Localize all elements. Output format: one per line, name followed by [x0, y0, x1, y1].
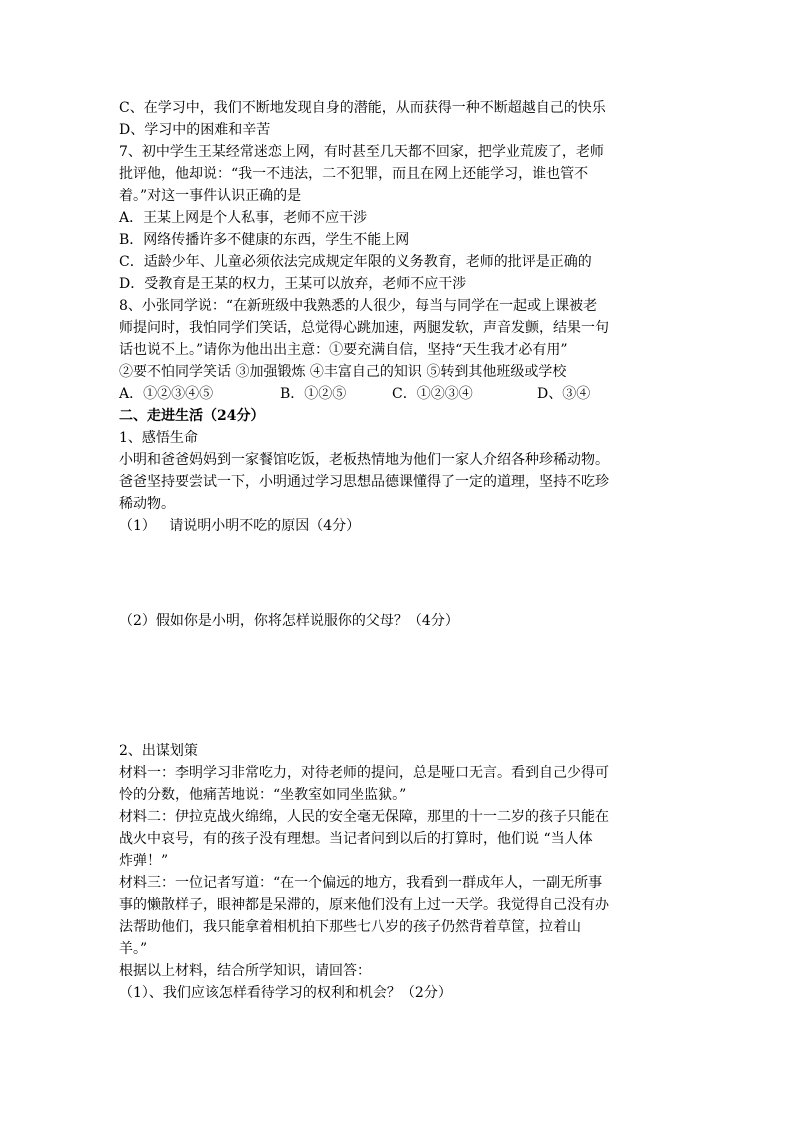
material-3-line-1: 材料三：一位记者写道：“在一个偏远的地方，我看到一群成年人，一副无所事: [119, 875, 603, 891]
part-1-text-line-3: 稀动物。: [119, 496, 175, 512]
q8-options-row: [119, 383, 679, 405]
material-2-line-2: 战火中哀号，有的孩子没有理想。当记者问到以后的打算时，他们说 “当人体: [119, 831, 593, 847]
material-1-line-2: 怜的分数，他痛苦地说：“坐教室如同坐监狱。”: [119, 787, 407, 803]
q8-option-c: C．①②③④: [392, 386, 473, 402]
q8-option-b: B．①②⑤: [280, 386, 347, 402]
q8-stem-line-1: 8、小张同学说：“在新班级中我熟悉的人很少，每当与同学在一起或上课被老: [119, 298, 598, 314]
part-1-question-1: （1） 请说明小明不吃的原因（4分）: [119, 518, 361, 534]
q6-option-c: C、在学习中，我们不断地发现自身的潜能，从而获得一种不断超越自己的快乐: [119, 100, 606, 116]
q7-option-d: D．受教育是王某的权力，王某可以放弃，老师不应干涉: [119, 276, 467, 292]
material-3-line-2: 事的懒散样子，眼神都是呆滞的，原来他们没有上过一天学。我觉得自己没有办: [119, 897, 609, 913]
q7-stem-line-2: 批评他，他却说：“我一不违法，二不犯罪，而且在网上还能学习，谁也管不: [119, 166, 589, 182]
part-2-heading: 2、出谋划策: [119, 743, 198, 759]
q8-option-a: A．①②③④⑤: [119, 386, 214, 402]
part-1-question-2: （2）假如你是小明，你将怎样说服你的父母？（4分）: [119, 613, 459, 629]
part-1-text-line-1: 小明和爸爸妈妈到一家餐馆吃饭，老板热情地为他们一家人介绍各种珍稀动物。: [119, 452, 609, 468]
q7-option-b: B．网络传播许多不健康的东西，学生不能上网: [119, 232, 410, 248]
q7-option-a: A．王某上网是个人私事，老师不应干涉: [119, 210, 368, 226]
q7-stem-line-3: 着。”对这一事件认识正确的是: [119, 188, 302, 204]
q8-stem-line-4: ②要不怕同学笑话 ③加强锻炼 ④丰富自己的知识 ⑤转到其他班级或学校: [119, 364, 567, 380]
section-2-heading: 二、走进生活（24分）: [119, 408, 265, 424]
q8-option-d: D、③④: [537, 386, 591, 402]
material-1-line-1: 材料一：李明学习非常吃力，对待老师的提问，总是哑口无言。看到自己少得可: [119, 765, 609, 781]
q7-option-c: C．适龄少年、儿童必须依法完成规定年限的义务教育，老师的批评是正确的: [119, 254, 592, 270]
material-3-line-3: 法帮助他们，我只能拿着相机拍下那些七八岁的孩子仍然背着草筐，拉着山: [119, 919, 581, 935]
part-1-heading: 1、感悟生命: [119, 430, 198, 446]
q7-stem-line-1: 7、初中学生王某经常迷恋上网，有时甚至几天都不回家，把学业荒废了，老师: [119, 144, 604, 160]
instruction-line: 根据以上材料，结合所学知识，请回答：: [119, 963, 371, 979]
q8-stem-line-3: 话也说不上。”请你为他出出主意：①要充满自信，坚持“天生我才必有用”: [119, 342, 568, 358]
material-2-line-1: 材料二：伊拉克战火绵绵，人民的安全毫无保障，那里的十一二岁的孩子只能在: [119, 809, 609, 825]
q6-option-d: D、学习中的困难和辛苦: [119, 122, 271, 138]
material-3-line-4: 羊。”: [119, 941, 148, 957]
part-1-text-line-2: 爸爸坚持要尝试一下，小明通过学习思想品德课懂得了一定的道理，坚持不吃珍: [119, 474, 609, 490]
part-2-question-1: （1）、我们应该怎样看待学习的权利和机会？（2分）: [119, 985, 452, 1001]
q8-stem-line-2: 师提问时，我怕同学们笑话，总觉得心跳加速，两腿发软，声音发颤，结果一句: [119, 320, 609, 336]
material-2-line-3: 炸弹！”: [119, 853, 169, 869]
